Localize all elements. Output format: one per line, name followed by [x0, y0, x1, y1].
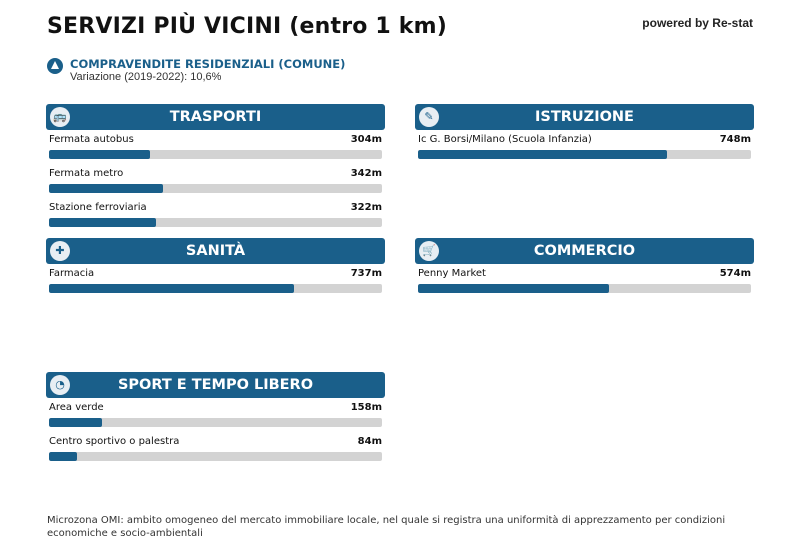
tennis-icon: ◔ [50, 375, 70, 395]
distance-bar-fill [418, 150, 667, 159]
distance-bar-fill [49, 184, 163, 193]
item-distance: 304m [350, 134, 382, 145]
section-commercio [415, 238, 754, 298]
distance-bar [49, 218, 382, 227]
compravendite-title: COMPRAVENDITE RESIDENZIALI (COMUNE) [70, 57, 346, 71]
distance-bar-fill [49, 452, 77, 461]
item-label: Ic G. Borsi/Milano (Scuola Infanzia) [418, 134, 592, 145]
distance-bar-fill [49, 418, 102, 427]
distance-bar-fill [418, 284, 609, 293]
distance-bar [49, 150, 382, 159]
list-item [46, 432, 385, 466]
item-label: Fermata autobus [49, 134, 134, 145]
section-title: ISTRUZIONE [535, 109, 634, 125]
item-distance: 748m [719, 134, 751, 145]
section-title: COMMERCIO [533, 243, 636, 259]
list-item [415, 264, 754, 298]
item-label: Fermata metro [49, 168, 124, 179]
distance-bar-fill [49, 218, 156, 227]
item-distance: 574m [719, 268, 751, 279]
section-header-commercio [415, 238, 754, 264]
distance-bar-fill [49, 284, 294, 293]
item-distance: 158m [350, 402, 382, 413]
footer-note: Microzona OMI: ambito omogeneo del mercato immobiliare locale, nel quale si registra una uniformità di apprezzamento per condizioni economiche e socio-ambientali [47, 515, 726, 539]
list-item [415, 130, 754, 164]
pharmacy-icon: ✚ [50, 241, 70, 261]
list-item [46, 130, 385, 164]
distance-bar [49, 452, 382, 461]
section-istruzione [415, 104, 754, 164]
item-distance: 737m [350, 268, 382, 279]
section-header-sport [46, 372, 385, 398]
item-label: Stazione ferroviaria [49, 202, 147, 213]
cart-icon: 🛒 [419, 241, 439, 261]
section-header-istruzione [415, 104, 754, 130]
list-item [46, 198, 385, 232]
distance-bar-fill [49, 150, 150, 159]
distance-bar [418, 284, 751, 293]
compravendite-variation: Variazione (2019-2022): 10,6% [70, 71, 222, 83]
list-item [46, 398, 385, 432]
section-sport [46, 372, 385, 466]
distance-bar [49, 418, 382, 427]
item-label: Farmacia [49, 268, 95, 279]
page-title: SERVIZI PIÙ VICINI (entro 1 km) [47, 14, 448, 39]
distance-bar [418, 150, 751, 159]
section-sanita [46, 238, 385, 298]
item-label: Area verde [49, 402, 104, 413]
bus-icon: 🚌 [50, 107, 70, 127]
school-icon: ✎ [419, 107, 439, 127]
distance-bar [49, 284, 382, 293]
section-title: SPORT E TEMPO LIBERO [117, 377, 314, 393]
trend-up-icon [47, 58, 63, 74]
powered-by: powered by Re-stat [642, 16, 753, 30]
item-label: Centro sportivo o palestra [49, 436, 180, 447]
item-distance: 322m [350, 202, 382, 213]
item-label: Penny Market [418, 268, 486, 279]
item-distance: 84m [357, 436, 382, 447]
section-header-trasporti [46, 104, 385, 130]
section-title: TRASPORTI [169, 109, 262, 125]
section-trasporti [46, 104, 385, 232]
distance-bar [49, 184, 382, 193]
section-header-sanita [46, 238, 385, 264]
section-title: SANITÀ [185, 243, 246, 259]
list-item [46, 164, 385, 198]
list-item [46, 264, 385, 298]
item-distance: 342m [350, 168, 382, 179]
